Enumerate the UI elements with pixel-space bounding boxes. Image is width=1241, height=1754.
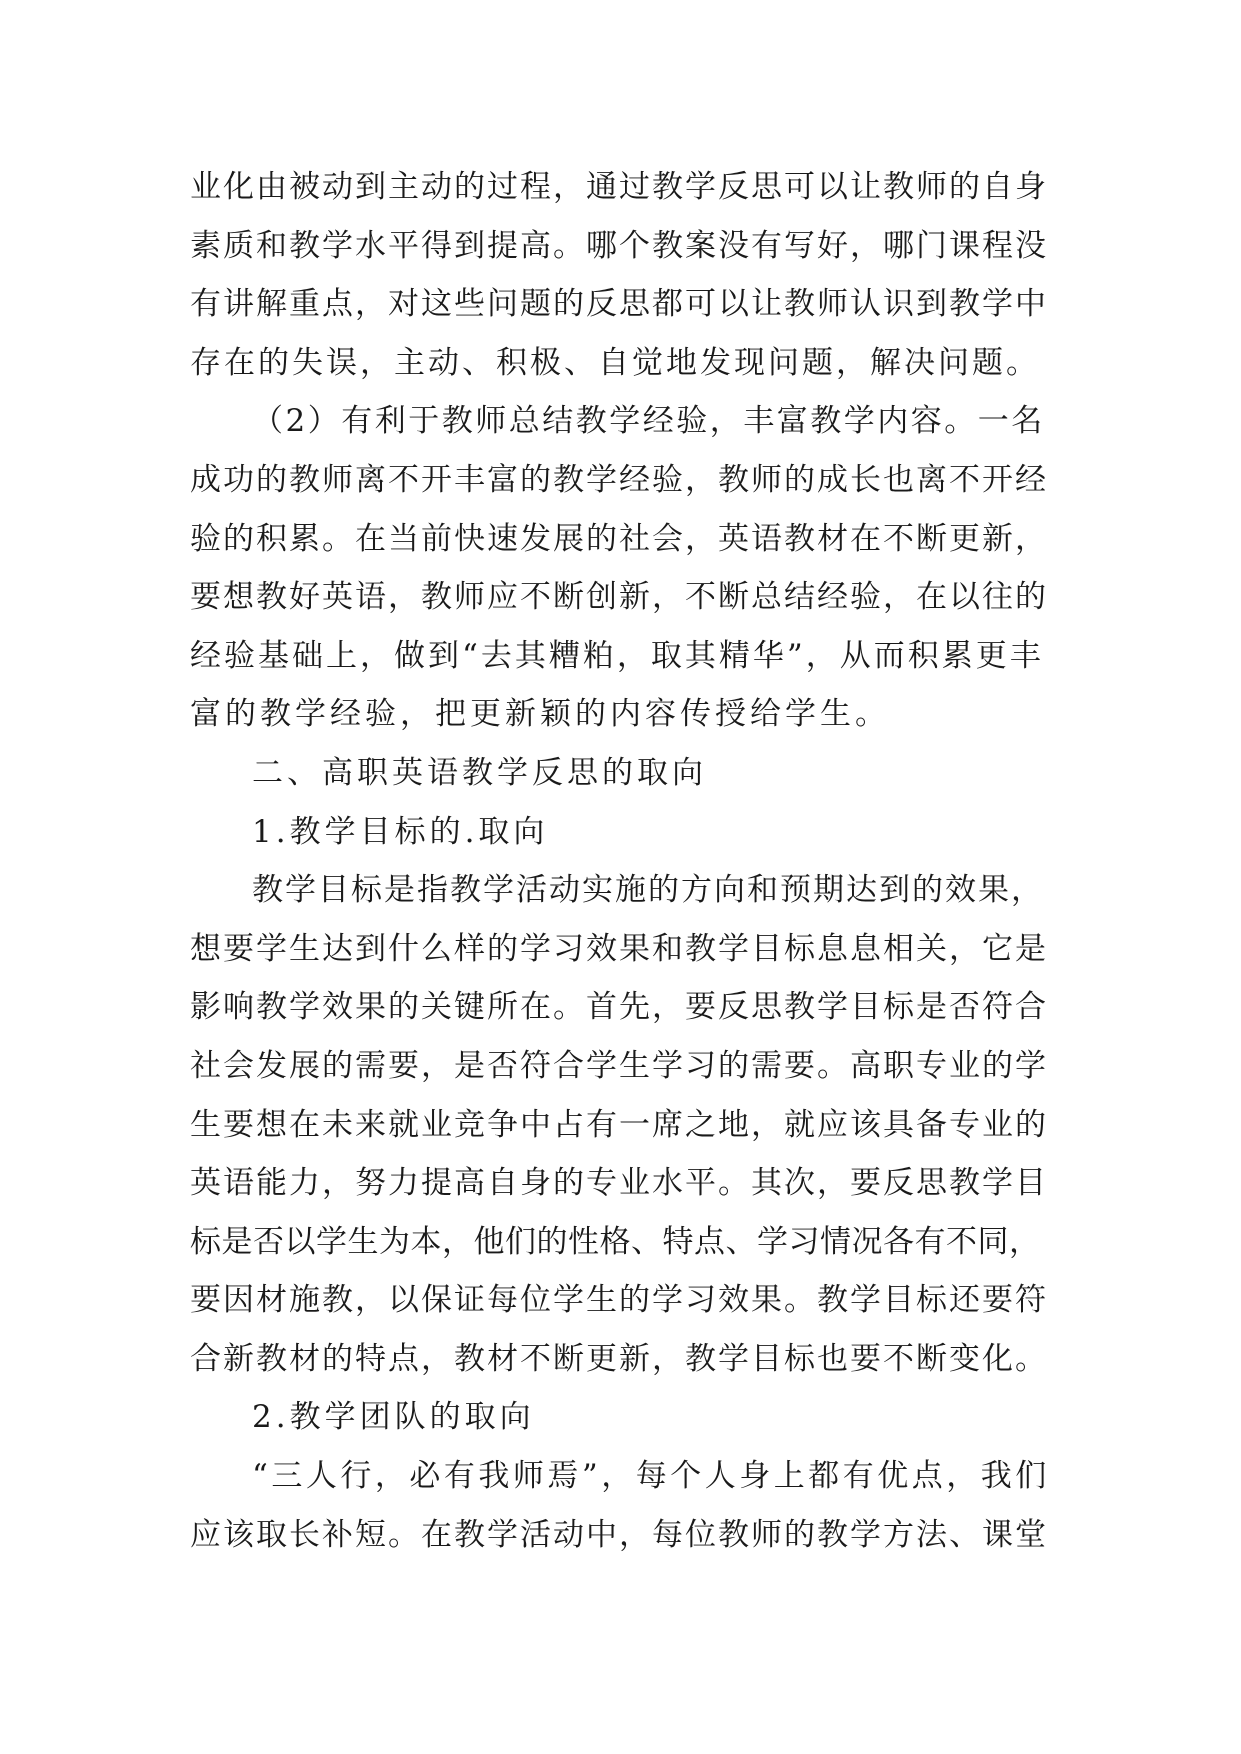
paragraph-start-line: （2）有利于教师总结教学经验，丰富教学内容。一名 (252, 403, 1045, 440)
text-line: 经验基础上，做到“去其糟粕，取其精华”，从而积累更丰 (190, 637, 1044, 674)
text-line: 验的积累。在当前快速发展的社会，英语教材在不断更新， (190, 520, 1048, 557)
text-line: 想要学生达到什么样的学习效果和教学目标息息相关，它是 (190, 930, 1048, 967)
text-line: 成功的教师离不开丰富的教学经验，教师的成长也离不开经 (190, 461, 1048, 498)
text-line: 生要想在未来就业竞争中占有一席之地，就应该具备专业的 (190, 1106, 1048, 1143)
text-line: 标是否以学生为本，他们的性格、特点、学习情况各有不同， (190, 1223, 1041, 1260)
text-line: 应该取长补短。在教学活动中，每位教师的教学方法、课堂 (190, 1516, 1048, 1553)
text-line: 英语能力，努力提高自身的专业水平。其次，要反思教学目 (190, 1165, 1048, 1202)
subsection-heading: 1.教学目标的.取向 (252, 813, 549, 850)
text-line: 富的教学经验，把更新颖的内容传授给学生。 (190, 696, 890, 733)
text-line: 素质和教学水平得到提高。哪个教案没有写好，哪门课程没 (190, 227, 1048, 264)
text-line: 社会发展的需要，是否符合学生学习的需要。高职专业的学 (190, 1047, 1048, 1084)
text-line: 要因材施教，以保证每位学生的学习效果。教学目标还要符 (190, 1282, 1048, 1319)
paragraph-start-line: “三人行，必有我师焉”，每个人身上都有优点，我们 (252, 1458, 1050, 1495)
document-body (190, 158, 1050, 1564)
section-heading: 二、高职英语教学反思的取向 (252, 754, 707, 791)
text-line: 合新教材的特点，教材不断更新，教学目标也要不断变化。 (190, 1340, 1048, 1377)
paragraph-start-line: 教学目标是指教学活动实施的方向和预期达到的效果， (252, 872, 1044, 909)
text-line: 影响教学效果的关键所在。首先，要反思教学目标是否符合 (190, 989, 1048, 1026)
text-line: 有讲解重点，对这些问题的反思都可以让教师认识到教学中 (190, 286, 1048, 323)
text-line: 要想教好英语，教师应不断创新，不断总结经验，在以往的 (190, 579, 1048, 616)
text-line: 存在的失误，主动、积极、自觉地发现问题，解决问题。 (190, 344, 1040, 381)
text-line: 业化由被动到主动的过程，通过教学反思可以让教师的自身 (190, 169, 1048, 205)
subsection-heading: 2.教学团队的取向 (252, 1399, 535, 1436)
